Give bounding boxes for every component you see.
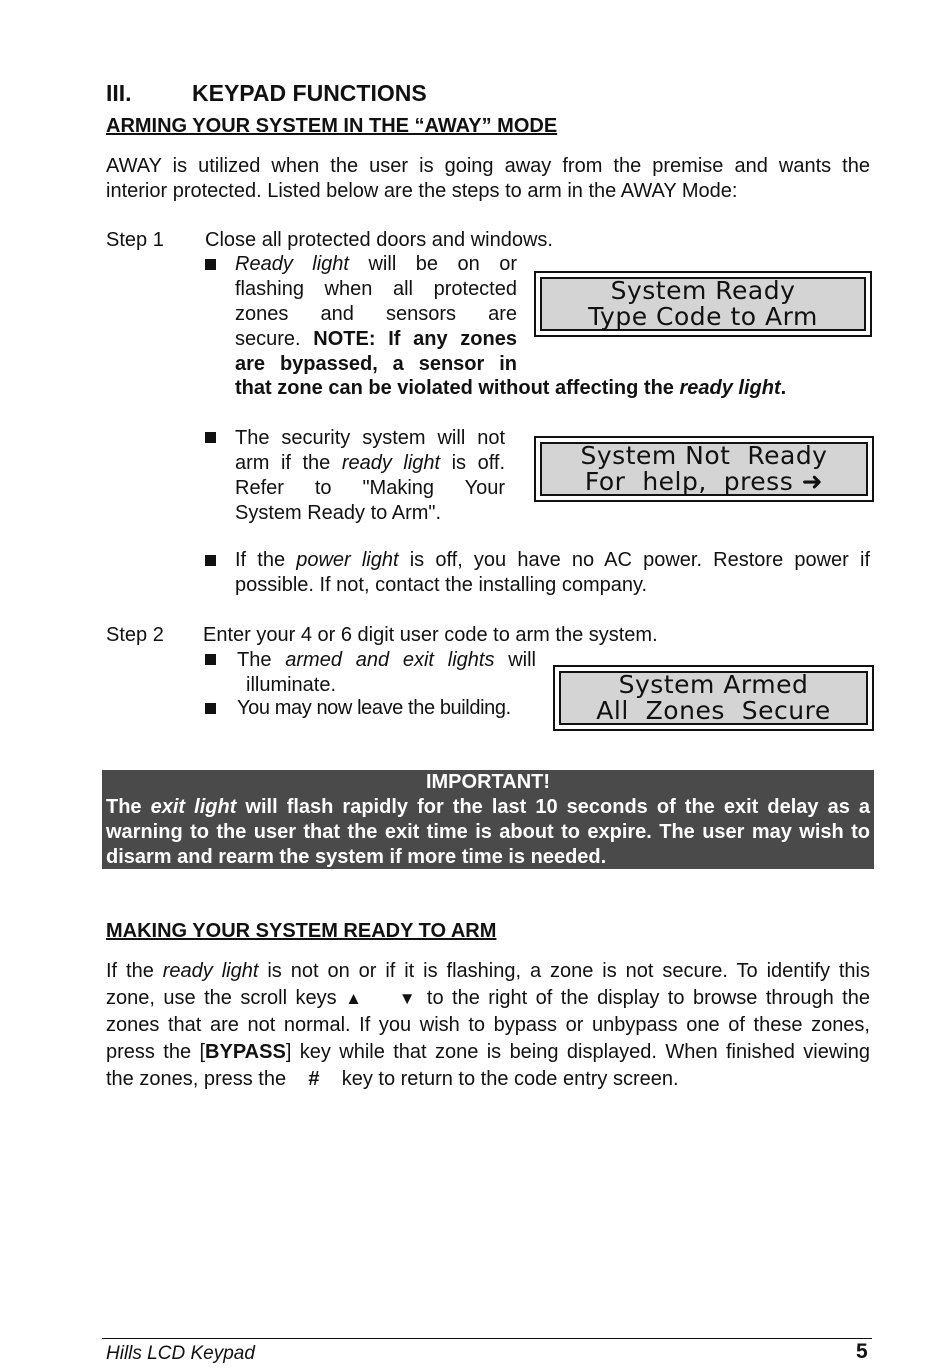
step2-bullet2: You may now leave the building. [237,697,511,719]
step1-bullet1-text: will be on or [349,253,518,275]
hash-key-label: # [308,1068,320,1090]
lcd-line1: System Ready [610,276,796,305]
footer-divider [102,1338,872,1339]
step1-bullet1-line5: are bypassed, a sensor in [235,353,517,375]
step1-bullet1-line2: flashing when all protected [235,278,517,300]
ready-light-term: ready light [341,452,441,474]
ready-paragraph [106,958,870,1093]
step1-bullet1 [235,252,517,377]
step2-label: Step 2 [106,624,164,646]
step1-bullet2-line2: arm if the [235,452,342,474]
important-line1: The [106,796,151,818]
lcd-line2: Type Code to Arm [588,302,818,331]
step1-bullet3-line2: possible. If not, contact the installing company. [235,574,648,596]
lcd-line2: All Zones Secure [596,696,831,725]
important-title: IMPORTANT! [425,771,551,793]
ready-light-term: ready light [679,377,781,399]
step1-bullet3 [235,548,870,598]
ready-heading: MAKING YOUR SYSTEM READY TO ARM [106,920,497,942]
page-number: 5 [856,1340,868,1363]
step1-text: Close all protected doors and windows. [205,229,553,251]
ready-line2: zone, use the scroll keys [106,987,346,1009]
ready-line5: the zones, press the [106,1068,292,1090]
important-line3: disarm and rearm the system if more time is needed. [106,846,607,868]
step2-bullet1-line1: The [237,649,286,671]
bullet-square-icon [205,555,216,566]
step2-bullet1 [237,648,536,698]
away-intro-line2: interior protected. Listed below are the steps to arm in the AWAY Mode: [106,180,738,202]
away-heading: ARMING YOUR SYSTEM IN THE “AWAY” MODE [106,115,558,137]
note-continued: that zone can be violated without affecting the [235,377,680,399]
armed-exit-lights-term: armed and exit lights [285,649,495,671]
ready-line1-end: is not on or if it is flashing, a zone is not secure. To identify this [258,960,870,982]
lcd-line2: For help, press ➜ [584,467,824,496]
lcd-display-not-ready [534,436,874,502]
scroll-up-icon: ▲ [345,989,365,1008]
ready-line3: zones that are not normal. If you wish to bypass or unbypass one of these zones, [106,1014,870,1036]
important-notice [102,770,874,869]
ready-line4-end: ] key while that zone is being displayed. When finished viewing [285,1041,870,1063]
bullet-square-icon [205,432,216,443]
step1-bullet2-line1: The security system will not [235,427,505,449]
bullet-square-icon [205,703,216,714]
step1-bullet2-line2-end: is off. [440,452,505,474]
bypass-key-label: BYPASS [205,1041,286,1063]
lcd-line1: System Armed [618,670,809,699]
bullet-square-icon [205,259,216,270]
step1-bullet3-line1: If the [235,549,297,571]
footer-title: Hills LCD Keypad [106,1343,255,1364]
step1-bullet2-line4: System Ready to Arm". [235,502,442,524]
step1-bullet2-line3: Refer to "Making Your [235,477,505,499]
scroll-down-icon: ▼ [398,989,419,1008]
step2-bullet1-line1-end: will [494,649,536,671]
lcd-display-ready [534,271,872,337]
bullet-square-icon [205,654,216,665]
away-intro-line1: AWAY is utilized when the user is going away from the premise and wants the [106,155,870,177]
important-line2: warning to the user that the exit time is about to expire. The user may wish to [106,821,870,843]
step1-bullet1-line6 [235,377,786,400]
step2-bullet1-line2: illuminate. [246,674,337,696]
section-number: III. [106,80,132,106]
power-light-term: power light [296,549,399,571]
step1-bullet2 [235,426,505,526]
step1-bullet1-line4: secure. [235,328,314,350]
exit-light-term: exit light [150,796,237,818]
important-line1-end: will flash rapidly for the last 10 seconds of the exit delay as a [236,796,870,818]
ready-line5-end: key to return to the code entry screen. [341,1068,679,1090]
step1-label: Step 1 [106,229,164,251]
step2-text: Enter your 4 or 6 digit user code to arm the system. [203,624,658,646]
ready-line1: If the [106,960,163,982]
away-intro [106,154,870,204]
lcd-line1: System Not Ready [580,441,828,470]
step1-bullet1-line3: zones and sensors are [235,303,517,325]
ready-line2-end: to the right of the display to browse through the [418,987,870,1009]
ready-light-term: ready light [162,960,259,982]
step1-bullet3-line1-end: is off, you have no AC power. Restore power if [398,549,870,571]
lcd-display-armed [553,665,874,731]
ready-line4: press the [ [106,1041,206,1063]
note-text: NOTE: If any zones [313,328,517,350]
period: . [780,377,787,399]
ready-light-term: Ready light [235,253,349,275]
section-title: KEYPAD FUNCTIONS [192,80,427,106]
